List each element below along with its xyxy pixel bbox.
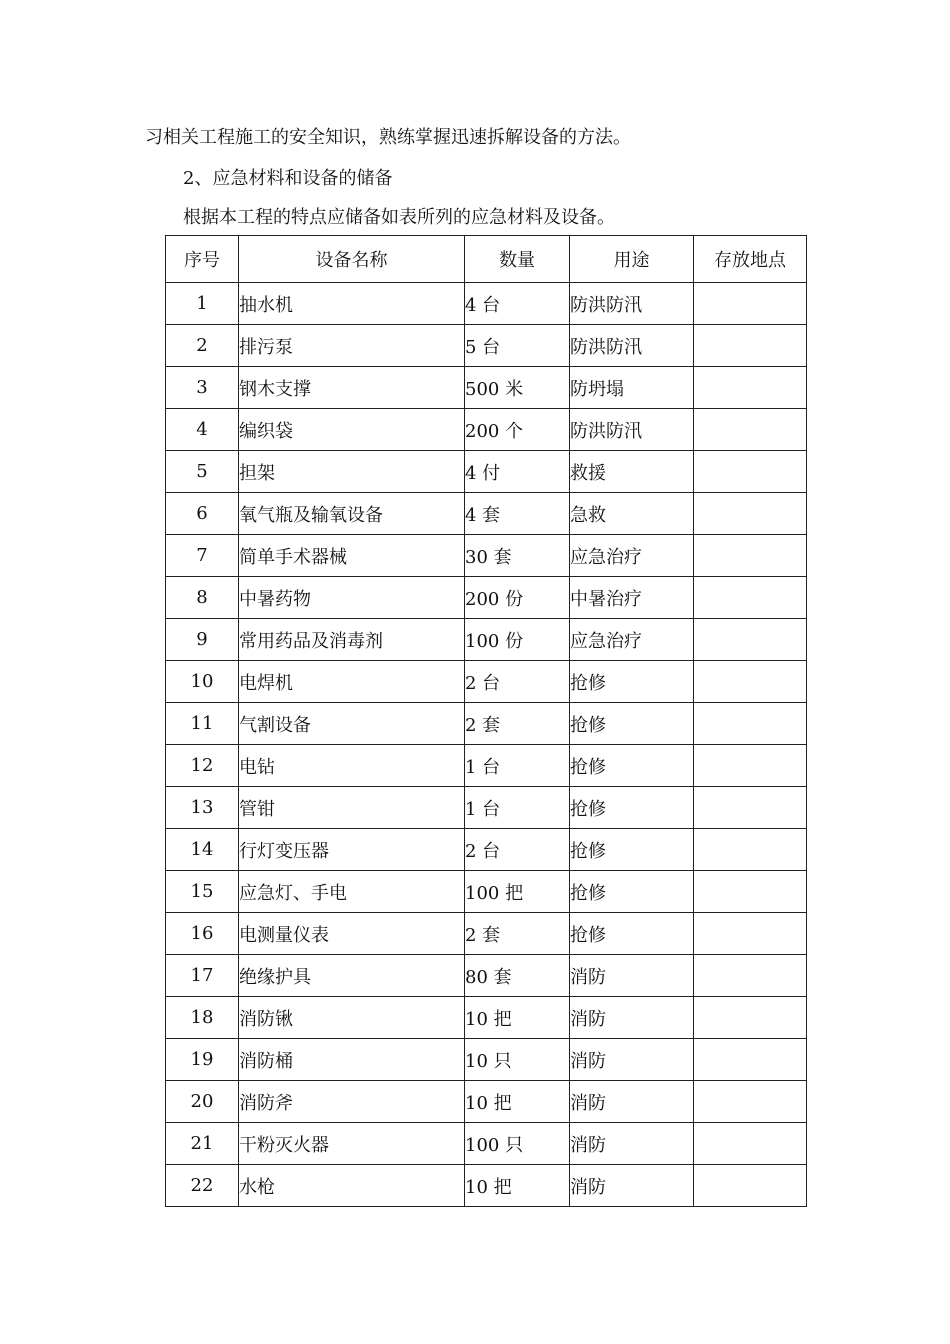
table-row [166, 1081, 807, 1123]
cell-equipment-name: 电测量仪表 [239, 913, 465, 955]
header-quantity: 数量 [465, 236, 570, 283]
cell-equipment-name: 应急灯、手电 [239, 871, 465, 913]
paragraph-safety-knowledge: 习相关工程施工的安全知识，熟练掌握迅速拆解设备的方法。 [145, 127, 631, 148]
cell-storage-location [694, 871, 807, 913]
header-purpose: 用途 [570, 236, 694, 283]
cell-serial-no: 17 [166, 955, 239, 997]
cell-quantity: 100 份 [465, 619, 570, 661]
cell-quantity: 10 把 [465, 997, 570, 1039]
cell-equipment-name: 行灯变压器 [239, 829, 465, 871]
cell-purpose: 防坍塌 [570, 367, 694, 409]
cell-purpose: 消防 [570, 1081, 694, 1123]
cell-equipment-name: 电焊机 [239, 661, 465, 703]
cell-storage-location [694, 535, 807, 577]
cell-equipment-name: 编织袋 [239, 409, 465, 451]
table-row [166, 1165, 807, 1207]
table-row [166, 577, 807, 619]
section-heading-emergency-reserve: 2、应急材料和设备的储备 [183, 168, 393, 189]
table-row [166, 955, 807, 997]
cell-purpose: 抢修 [570, 871, 694, 913]
table-row [166, 325, 807, 367]
cell-quantity: 10 只 [465, 1039, 570, 1081]
cell-purpose: 救援 [570, 451, 694, 493]
cell-quantity: 30 套 [465, 535, 570, 577]
cell-purpose: 消防 [570, 955, 694, 997]
cell-serial-no: 15 [166, 871, 239, 913]
cell-serial-no: 3 [166, 367, 239, 409]
cell-quantity: 5 台 [465, 325, 570, 367]
cell-storage-location [694, 493, 807, 535]
cell-purpose: 应急治疗 [570, 535, 694, 577]
cell-serial-no: 7 [166, 535, 239, 577]
cell-serial-no: 14 [166, 829, 239, 871]
cell-purpose: 抢修 [570, 913, 694, 955]
cell-equipment-name: 干粉灭火器 [239, 1123, 465, 1165]
table-row [166, 661, 807, 703]
table-row [166, 451, 807, 493]
cell-purpose: 抢修 [570, 745, 694, 787]
cell-storage-location [694, 409, 807, 451]
cell-equipment-name: 钢木支撑 [239, 367, 465, 409]
cell-serial-no: 10 [166, 661, 239, 703]
cell-serial-no: 2 [166, 325, 239, 367]
cell-storage-location [694, 661, 807, 703]
cell-quantity: 1 台 [465, 787, 570, 829]
table-row [166, 493, 807, 535]
cell-serial-no: 4 [166, 409, 239, 451]
cell-equipment-name: 管钳 [239, 787, 465, 829]
cell-storage-location [694, 1039, 807, 1081]
cell-quantity: 4 台 [465, 283, 570, 325]
cell-storage-location [694, 913, 807, 955]
cell-storage-location [694, 619, 807, 661]
cell-quantity: 2 台 [465, 829, 570, 871]
cell-purpose: 抢修 [570, 829, 694, 871]
table-header-row [166, 236, 807, 283]
cell-quantity: 100 把 [465, 871, 570, 913]
cell-purpose: 中暑治疗 [570, 577, 694, 619]
cell-storage-location [694, 325, 807, 367]
cell-equipment-name: 简单手术器械 [239, 535, 465, 577]
cell-serial-no: 22 [166, 1165, 239, 1207]
cell-quantity: 10 把 [465, 1081, 570, 1123]
header-storage-location: 存放地点 [694, 236, 807, 283]
cell-quantity: 2 套 [465, 913, 570, 955]
table-row [166, 745, 807, 787]
cell-storage-location [694, 1165, 807, 1207]
cell-storage-location [694, 955, 807, 997]
cell-storage-location [694, 997, 807, 1039]
cell-quantity: 10 把 [465, 1165, 570, 1207]
cell-equipment-name: 消防锹 [239, 997, 465, 1039]
cell-purpose: 防洪防汛 [570, 409, 694, 451]
table-body [166, 283, 807, 1207]
cell-purpose: 消防 [570, 1039, 694, 1081]
cell-storage-location [694, 1123, 807, 1165]
cell-serial-no: 13 [166, 787, 239, 829]
cell-storage-location [694, 577, 807, 619]
cell-quantity: 2 套 [465, 703, 570, 745]
table-row [166, 619, 807, 661]
cell-quantity: 2 台 [465, 661, 570, 703]
cell-quantity: 1 台 [465, 745, 570, 787]
table-row [166, 367, 807, 409]
cell-purpose: 消防 [570, 1165, 694, 1207]
cell-purpose: 消防 [570, 997, 694, 1039]
cell-equipment-name: 常用药品及消毒剂 [239, 619, 465, 661]
table-row [166, 703, 807, 745]
cell-serial-no: 20 [166, 1081, 239, 1123]
cell-equipment-name: 抽水机 [239, 283, 465, 325]
cell-quantity: 4 套 [465, 493, 570, 535]
cell-serial-no: 21 [166, 1123, 239, 1165]
paragraph-table-intro: 根据本工程的特点应储备如表所列的应急材料及设备。 [183, 207, 615, 228]
cell-storage-location [694, 787, 807, 829]
cell-purpose: 抢修 [570, 661, 694, 703]
cell-quantity: 4 付 [465, 451, 570, 493]
table-row [166, 1039, 807, 1081]
header-equipment-name: 设备名称 [239, 236, 465, 283]
cell-serial-no: 5 [166, 451, 239, 493]
cell-serial-no: 19 [166, 1039, 239, 1081]
cell-serial-no: 18 [166, 997, 239, 1039]
cell-storage-location [694, 829, 807, 871]
cell-purpose: 防洪防汛 [570, 325, 694, 367]
cell-equipment-name: 绝缘护具 [239, 955, 465, 997]
cell-equipment-name: 中暑药物 [239, 577, 465, 619]
cell-quantity: 200 个 [465, 409, 570, 451]
cell-quantity: 80 套 [465, 955, 570, 997]
cell-equipment-name: 水枪 [239, 1165, 465, 1207]
cell-storage-location [694, 703, 807, 745]
table-row [166, 871, 807, 913]
cell-equipment-name: 电钻 [239, 745, 465, 787]
table-row [166, 535, 807, 577]
cell-purpose: 消防 [570, 1123, 694, 1165]
table-row [166, 1123, 807, 1165]
cell-purpose: 抢修 [570, 787, 694, 829]
cell-storage-location [694, 283, 807, 325]
emergency-equipment-table [165, 235, 807, 1207]
cell-equipment-name: 消防桶 [239, 1039, 465, 1081]
table-row [166, 997, 807, 1039]
cell-purpose: 防洪防汛 [570, 283, 694, 325]
cell-storage-location [694, 1081, 807, 1123]
cell-quantity: 100 只 [465, 1123, 570, 1165]
table-row [166, 913, 807, 955]
cell-equipment-name: 气割设备 [239, 703, 465, 745]
cell-purpose: 应急治疗 [570, 619, 694, 661]
cell-storage-location [694, 745, 807, 787]
cell-serial-no: 8 [166, 577, 239, 619]
cell-equipment-name: 担架 [239, 451, 465, 493]
cell-serial-no: 6 [166, 493, 239, 535]
cell-serial-no: 12 [166, 745, 239, 787]
cell-purpose: 抢修 [570, 703, 694, 745]
cell-serial-no: 11 [166, 703, 239, 745]
cell-serial-no: 9 [166, 619, 239, 661]
cell-serial-no: 1 [166, 283, 239, 325]
table-row [166, 787, 807, 829]
cell-quantity: 200 份 [465, 577, 570, 619]
cell-purpose: 急救 [570, 493, 694, 535]
table-row [166, 409, 807, 451]
cell-serial-no: 16 [166, 913, 239, 955]
cell-equipment-name: 消防斧 [239, 1081, 465, 1123]
table-row [166, 283, 807, 325]
cell-quantity: 500 米 [465, 367, 570, 409]
table-row [166, 829, 807, 871]
cell-equipment-name: 排污泵 [239, 325, 465, 367]
header-serial-no: 序号 [166, 236, 239, 283]
cell-storage-location [694, 367, 807, 409]
cell-storage-location [694, 451, 807, 493]
cell-equipment-name: 氧气瓶及输氧设备 [239, 493, 465, 535]
